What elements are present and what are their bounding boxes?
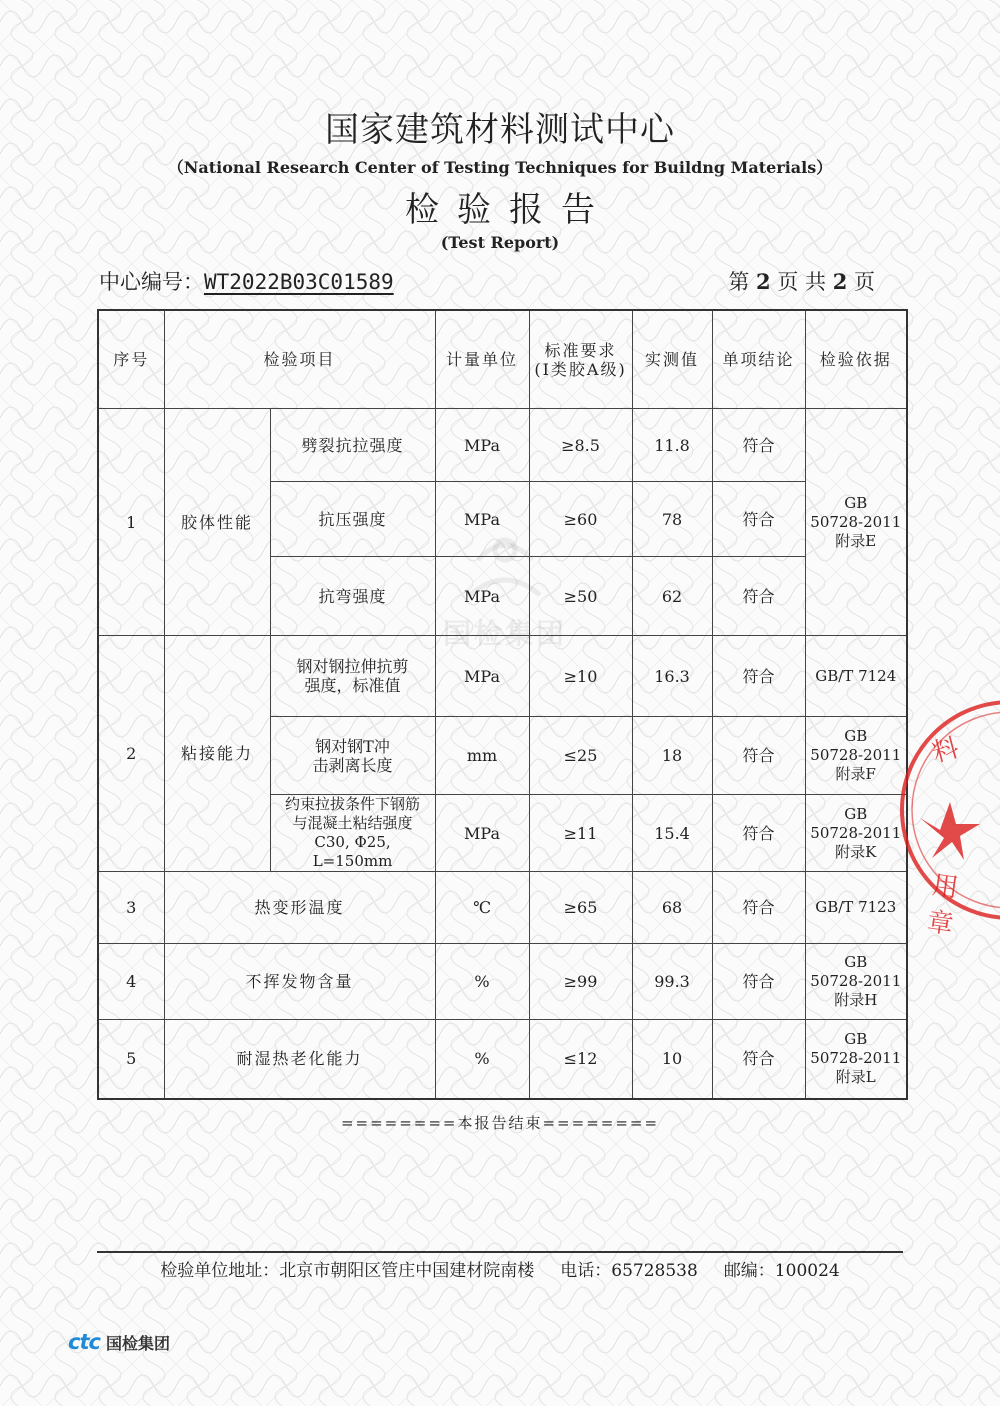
basis-line: GB (844, 727, 868, 745)
basis-line: 50728-2011 (810, 823, 902, 842)
group-name: 胶体性能 (164, 409, 270, 636)
report-title-en: (Test Report) (440, 233, 560, 252)
basis-cell (805, 944, 907, 1020)
center-number (99, 266, 394, 296)
center-number-label: 中心编号： (99, 270, 204, 294)
table-row (98, 944, 907, 1020)
company-logo (68, 1330, 170, 1354)
item-line: 约束拉拔条件下钢筋 (285, 795, 421, 813)
measured-cell: 62 (632, 557, 712, 636)
header-standard (529, 310, 632, 409)
standard-cell: ≥8.5 (529, 409, 632, 482)
header-seq: 序号 (98, 310, 164, 409)
group-seq: 1 (98, 409, 164, 636)
group-seq: 2 (98, 636, 164, 872)
standard-cell: ≥50 (529, 557, 632, 636)
basis-line: GB (844, 804, 868, 823)
seal-text: 料 (929, 733, 963, 769)
basis-line: 附录K (835, 842, 877, 861)
item-line: 与混凝土粘结强度 (292, 814, 413, 832)
verdict-cell: 符合 (712, 872, 805, 944)
report-end-marker: ========本报告结束======== (340, 1114, 660, 1132)
basis-line: 50728-2011 (810, 512, 902, 531)
basis-line: 附录H (834, 991, 878, 1009)
basis-line: GB (844, 953, 868, 971)
company-name: 国检集团 (105, 1333, 170, 1353)
unit-cell: MPa (435, 636, 529, 717)
item-cell (270, 795, 435, 872)
footer-address: 检验单位地址：北京市朝阳区管庄中国建材院南楼 (160, 1261, 535, 1281)
verdict-cell: 符合 (712, 636, 805, 717)
item-cell (270, 636, 435, 717)
verdict-cell: 符合 (712, 944, 805, 1020)
item-cell: 不挥发物含量 (164, 944, 435, 1020)
unit-cell: % (435, 1020, 529, 1099)
measured-cell: 78 (632, 482, 712, 557)
measured-cell: 15.4 (632, 795, 712, 872)
standard-cell: ≤25 (529, 717, 632, 795)
ctc-logo-icon: ctc (68, 1330, 100, 1354)
header-basis: 检验依据 (805, 310, 907, 409)
header-standard-line2: (I类胶A级) (534, 359, 627, 379)
header-unit: 计量单位 (435, 310, 529, 409)
verdict-cell: 符合 (712, 482, 805, 557)
table-header-row (98, 310, 907, 409)
header-standard-line1: 标准要求 (544, 340, 617, 360)
header-measured: 实测值 (632, 310, 712, 409)
basis-line: 附录F (835, 765, 876, 783)
watermark-text: 国检集团 (442, 617, 567, 650)
footer-divider (97, 1251, 903, 1253)
unit-cell: MPa (435, 482, 529, 557)
measured-cell: 68 (632, 872, 712, 944)
unit-cell: % (435, 944, 529, 1020)
standard-cell: ≥11 (529, 795, 632, 872)
footer-address-line (0, 1256, 1000, 1281)
measured-cell: 18 (632, 717, 712, 795)
seal-text: 用章 (925, 870, 961, 941)
item-line: 击剥离长度 (312, 755, 393, 775)
unit-cell: MPa (435, 795, 529, 872)
standard-cell: ≥65 (529, 872, 632, 944)
table-row (98, 409, 907, 482)
item-cell: 抗弯强度 (270, 557, 435, 636)
table-row (98, 872, 907, 944)
measured-cell: 11.8 (632, 409, 712, 482)
measured-cell: 99.3 (632, 944, 712, 1020)
item-line: C30, Φ25, L=150mm (312, 833, 393, 870)
item-line: 钢对钢拉伸抗剪 (296, 657, 409, 676)
page-total: 2 (832, 269, 848, 294)
footer-postcode: 邮编：100024 (723, 1261, 840, 1281)
standard-cell: ≤12 (529, 1020, 632, 1099)
basis-line: 50728-2011 (810, 972, 902, 990)
basis-line: GB (844, 1030, 868, 1049)
table-row (98, 1020, 907, 1099)
measured-cell: 10 (632, 1020, 712, 1099)
basis-cell (805, 1020, 907, 1099)
basis-cell: GB/T 7123 (805, 872, 907, 944)
header-item: 检验项目 (164, 310, 435, 409)
table-row (98, 636, 907, 717)
standard-cell: ≥60 (529, 482, 632, 557)
basis-line: 附录E (835, 531, 877, 550)
item-line: 强度，标准值 (304, 676, 401, 695)
verdict-cell: 符合 (712, 795, 805, 872)
item-cell (270, 717, 435, 795)
report-title-cn: 检验报告 (405, 190, 613, 230)
item-cell: 热变形温度 (164, 872, 435, 944)
basis-cell: GB/T 7124 (805, 636, 907, 717)
basis-line: GB (844, 493, 868, 512)
unit-cell: mm (435, 717, 529, 795)
center-number-value: WT2022B03C01589 (204, 270, 394, 294)
unit-cell: MPa (435, 557, 529, 636)
standard-cell: ≥10 (529, 636, 632, 717)
header-verdict: 单项结论 (712, 310, 805, 409)
test-results-table (97, 309, 908, 1100)
unit-cell: ℃ (435, 872, 529, 944)
group-name: 粘接能力 (164, 636, 270, 872)
item-cell: 抗压强度 (270, 482, 435, 557)
unit-cell: MPa (435, 409, 529, 482)
row-seq: 5 (98, 1020, 164, 1099)
basis-line: 50728-2011 (810, 746, 902, 764)
org-title-cn: 国家建筑材料测试中心 (325, 110, 675, 150)
item-cell: 劈裂抗拉强度 (270, 409, 435, 482)
basis-line: 50728-2011 (810, 1049, 902, 1068)
page-suffix: 页 (854, 270, 875, 294)
page-prefix: 第 (728, 270, 750, 294)
item-line: 钢对钢T冲 (315, 736, 390, 756)
row-seq: 4 (98, 944, 164, 1020)
standard-cell: ≥99 (529, 944, 632, 1020)
verdict-cell: 符合 (712, 409, 805, 482)
row-seq: 3 (98, 872, 164, 944)
footer-phone: 电话：65728538 (560, 1261, 698, 1281)
basis-line: 附录L (835, 1068, 876, 1087)
org-title-en: （National Research Center of Testing Techniques for Buildng Materials） (167, 158, 833, 177)
measured-cell: 16.3 (632, 636, 712, 717)
page-current: 2 (756, 269, 771, 294)
page-number (728, 266, 875, 296)
verdict-cell: 符合 (712, 717, 805, 795)
item-cell: 耐湿热老化能力 (164, 1020, 435, 1099)
page-mid: 页 共 (777, 270, 826, 294)
verdict-cell: 符合 (712, 1020, 805, 1099)
basis-cell (805, 409, 907, 636)
verdict-cell: 符合 (712, 557, 805, 636)
